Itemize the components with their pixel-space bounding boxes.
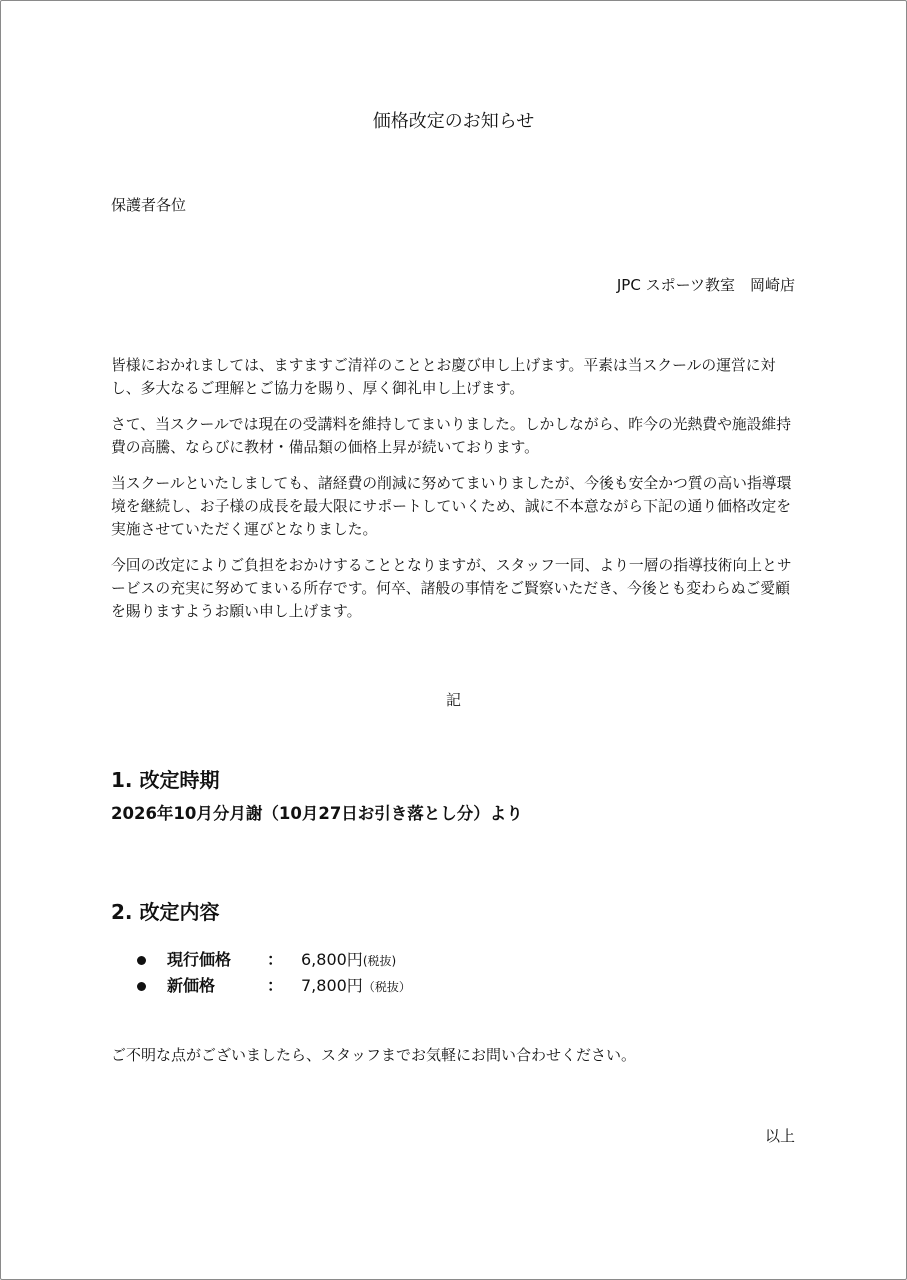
paragraph-greeting: 皆様におかれましては、ますますご清祥のこととお慶び申し上げます。平素は当スクールの運営に対し、多大なるご理解とご協力を賜り、厚く御礼申し上げます。 [111,357,776,397]
sender-name: JPC スポーツ教室 岡崎店 [616,276,795,294]
price-value [301,947,396,974]
price-amount: 6,800円 [301,950,363,969]
paragraph-request: 今回の改定によりご負担をおかけすることとなりますが、スタッフ一同、より一層の指導技術向上とサービスの充実に努めてまいる所存です。何卒、諸般の事情をご賢察いただき、今後とも変わらぬご愛顧を賜りますようお願い申し上げます。 [111,557,792,620]
closing-note: ご不明な点がございましたら、スタッフまでお気軽にお問い合わせください。 [111,1046,637,1064]
price-amount: 7,800円 [301,976,363,995]
price-label: 現行価格 [167,950,232,969]
section-revision-date-text: 2026年10月分月謝（10月27日お引き落とし分）より [111,804,523,823]
bullet-icon [137,956,146,965]
document-title: 価格改定のお知らせ [372,111,535,132]
closing-ijo: 以上 [764,1127,795,1145]
price-tax-note: （税抜） [362,980,411,994]
price-label: 新価格 [167,976,216,995]
price-colon: ： [267,976,284,995]
paragraph-background: さて、当スクールでは現在の受講料を維持してまいりました。しかしながら、昨今の光熱費や施設維持費の高騰、ならびに教材・備品類の価格上昇が続いております。 [111,416,792,456]
price-value [301,973,411,1000]
price-colon: ： [267,950,284,969]
body-text [111,354,797,636]
ki-marker: 記 [445,691,461,709]
bullet-icon [137,982,146,991]
section-revision-content-heading: 2. 改定内容 [111,900,220,924]
section-revision-date-heading: 1. 改定時期 [111,768,220,792]
paragraph-reason: 当スクールといたしましても、諸経費の削減に努めてまいりましたが、今後も安全かつ質の高い指導環境を継続し、お子様の成長を最大限にサポートしていくため、誠に不本意ながら下記の通り価格改定を実施させていただく運びとなりました。 [111,475,792,538]
price-tax-note: (税抜) [362,954,397,968]
addressee: 保護者各位 [111,196,187,214]
